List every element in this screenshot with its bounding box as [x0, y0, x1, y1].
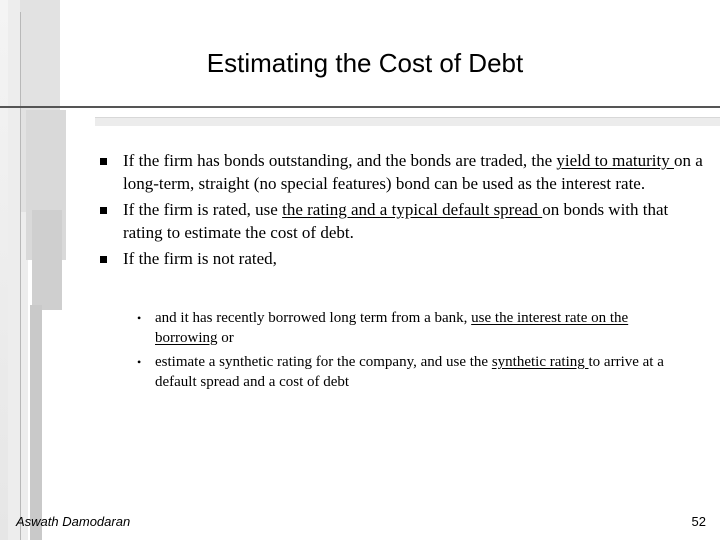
square-bullet-icon — [100, 207, 107, 214]
sub-bullet-list — [134, 308, 694, 396]
sub-bullet-item — [134, 352, 694, 392]
bullet-list — [94, 150, 704, 275]
footer-author: Aswath Damodaran — [16, 514, 131, 529]
bullet-text — [123, 200, 668, 242]
bullet-item — [94, 199, 704, 244]
bullet-text — [123, 151, 703, 193]
underlined-phrase: the rating and a typical default spread — [282, 200, 543, 219]
text-segment: If the firm has bonds outstanding, and the bonds are traded, the — [123, 151, 557, 170]
decorative-bar — [32, 210, 62, 310]
page-number: 52 — [691, 514, 706, 529]
bullet-text — [123, 249, 277, 268]
underlined-phrase: yield to maturity — [556, 151, 674, 170]
bullet-item — [94, 150, 704, 195]
underlined-phrase: use the interest rate on the borrowing — [155, 310, 629, 346]
text-segment: and it has recently borrowed long term from a bank, — [155, 310, 472, 326]
text-segment: or — [217, 330, 234, 346]
slide-title: Estimating the Cost of Debt — [206, 48, 524, 78]
text-segment: If the firm is not rated, — [123, 249, 277, 268]
underlined-phrase: synthetic rating — [491, 354, 589, 370]
title-divider — [0, 106, 720, 108]
text-segment: on bonds with that rating to estimate the cost of debt. — [123, 200, 669, 242]
decorative-bar — [30, 305, 42, 540]
square-bullet-icon — [100, 256, 107, 263]
text-segment: If the firm is rated, use — [123, 200, 283, 219]
square-bullet-icon — [100, 158, 107, 165]
title-divider-shadow — [95, 117, 720, 126]
decorative-line — [20, 12, 21, 540]
sub-bullet-text — [155, 310, 628, 346]
dot-bullet-icon: • — [137, 355, 142, 369]
text-segment: to arrive at a default spread and a cost of debt — [155, 354, 664, 390]
sub-bullet-item — [134, 308, 694, 348]
text-segment: on a long-term, straight (no special features) bond can be used as the interest rate. — [123, 151, 703, 193]
text-segment: estimate a synthetic rating for the company, and use the — [155, 354, 492, 370]
dot-bullet-icon: • — [137, 311, 142, 325]
bullet-item — [94, 248, 704, 271]
sub-bullet-text — [155, 354, 664, 390]
